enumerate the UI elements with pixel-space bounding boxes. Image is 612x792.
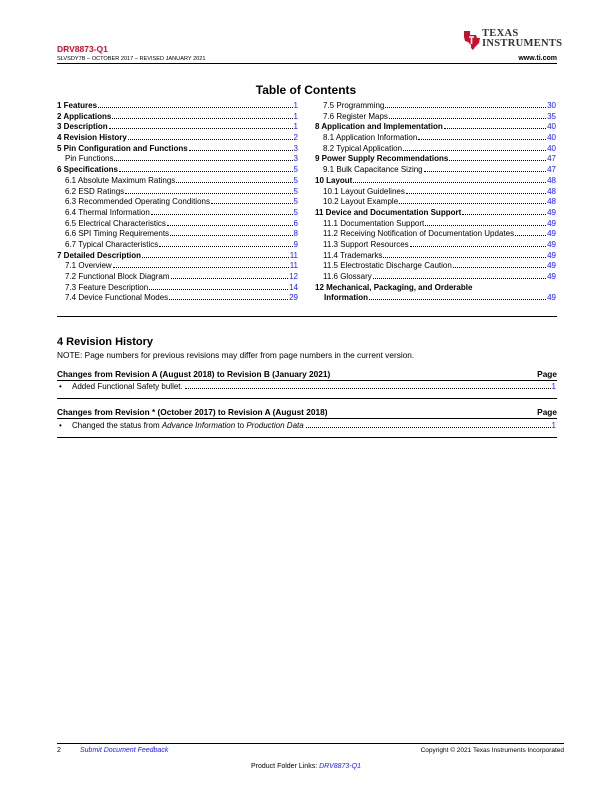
- leader-dots: [410, 246, 546, 247]
- toc-entry-label: Information: [324, 293, 368, 303]
- toc-entry-label: 6.7 Typical Characteristics: [65, 239, 159, 249]
- toc-entry[interactable]: [57, 229, 298, 240]
- website-url[interactable]: www.ti.com: [518, 55, 557, 62]
- toc-entry[interactable]: [315, 261, 556, 272]
- toc-entry-label: 11.5 Electrostatic Discharge Caution: [323, 261, 452, 271]
- toc-entry-label: 12 Mechanical, Packaging, and Orderable: [315, 282, 473, 292]
- toc-entry-page[interactable]: 40: [547, 133, 556, 143]
- leader-dots: [151, 214, 293, 215]
- toc-entry[interactable]: [57, 112, 298, 123]
- document-id[interactable]: DRV8873-Q1: [57, 44, 108, 54]
- toc-entry[interactable]: [57, 176, 298, 187]
- toc-entry-label: 7.5 Programming: [323, 101, 385, 110]
- leader-dots: [453, 267, 546, 268]
- toc-entry-label: 1 Features: [57, 101, 98, 110]
- leader-dots: [128, 139, 293, 140]
- page-column-label: Page: [537, 369, 557, 379]
- leader-dots: [353, 182, 546, 183]
- change-text-part: Changed the status from: [72, 421, 162, 430]
- header-divider: [57, 63, 557, 64]
- change-heading-text: Changes from Revision * (October 2017) to Revision A (August 2018): [57, 407, 328, 417]
- toc-entry-label: 7.2 Functional Block Diagram: [65, 272, 170, 281]
- toc-entry[interactable]: [315, 112, 556, 123]
- change-item: [57, 382, 556, 391]
- toc-entry[interactable]: [315, 219, 556, 230]
- leader-dots: [403, 150, 546, 151]
- leader-dots: [119, 171, 293, 172]
- change-heading: [57, 369, 557, 379]
- leader-dots: [185, 388, 551, 389]
- toc-entry-label: 9 Power Supply Recommendations: [315, 154, 449, 164]
- toc-entry-label: 6.4 Thermal Information: [65, 207, 150, 217]
- toc-entry[interactable]: [315, 133, 556, 144]
- toc-entry-page[interactable]: 5: [293, 207, 298, 217]
- toc-entry-label: 11.3 Support Resources: [323, 239, 409, 249]
- toc-entry[interactable]: [315, 154, 556, 165]
- toc-entry[interactable]: [57, 122, 298, 133]
- toc-entry-page[interactable]: 49: [547, 229, 556, 239]
- change-heading-text: Changes from Revision A (August 2018) to Revision B (January 2021): [57, 369, 331, 379]
- toc-entry[interactable]: [57, 133, 298, 144]
- page-column-label: Page: [537, 407, 557, 417]
- toc-entry-label: 3 Description: [57, 122, 108, 132]
- toc-entry-page[interactable]: 49: [547, 261, 556, 271]
- toc-entry-page[interactable]: 1: [293, 122, 298, 132]
- toc-entry[interactable]: [315, 229, 556, 240]
- product-folder-label: Product Folder Links:: [251, 763, 320, 770]
- toc-entry-page[interactable]: 8: [293, 229, 298, 239]
- toc-entry-page[interactable]: 48: [547, 197, 556, 207]
- toc-entry-page[interactable]: 5: [293, 197, 298, 207]
- toc-entry[interactable]: [57, 293, 298, 304]
- toc-entry-label: 7.6 Register Maps: [323, 111, 388, 121]
- leader-dots: [125, 193, 292, 194]
- leader-dots: [114, 160, 292, 161]
- toc-entry-label: 10 Layout: [315, 175, 353, 185]
- toc-entry-label: 8 Application and Implementation: [315, 122, 443, 132]
- toc-entry[interactable]: [315, 208, 556, 219]
- ti-state-icon: [462, 29, 481, 51]
- toc-entry[interactable]: [57, 272, 298, 283]
- change-text-part: to: [235, 421, 247, 430]
- toc-entry-label: 7 Detailed Description: [57, 250, 142, 260]
- toc-entry-label: 6.5 Electrical Characteristics: [65, 218, 166, 228]
- toc-entry[interactable]: [57, 101, 298, 112]
- change-text-emphasis: Production Data: [246, 421, 304, 430]
- toc-entry-page[interactable]: 1: [293, 101, 298, 110]
- toc-entry-page[interactable]: 11: [289, 261, 298, 271]
- toc-entry-page[interactable]: 49: [547, 293, 556, 303]
- toc-entry-page[interactable]: 47: [547, 165, 556, 175]
- copyright: Copyright © 2021 Texas Instruments Incorporated: [420, 747, 564, 754]
- toc-entry[interactable]: [57, 208, 298, 219]
- toc-entry[interactable]: [315, 101, 556, 112]
- leader-dots: [399, 203, 546, 204]
- leader-dots: [159, 246, 292, 247]
- toc-entry-page[interactable]: 5: [293, 165, 298, 175]
- toc-entry-page[interactable]: 49: [547, 239, 556, 249]
- toc-divider: [57, 316, 557, 317]
- toc-entry-label: 11.1 Documentation Support: [323, 218, 425, 228]
- leader-dots: [449, 160, 546, 161]
- revision-note: NOTE: Page numbers for previous revisions may differ from page numbers in the current version.: [57, 350, 415, 360]
- toc-entry-label: 6 Specifications: [57, 165, 118, 175]
- leader-dots: [369, 299, 546, 300]
- toc-entry-page[interactable]: 5: [293, 186, 298, 196]
- toc-entry-label: 2 Applications: [57, 111, 112, 121]
- toc-entry-label: 5 Pin Configuration and Functions: [57, 143, 188, 153]
- toc-entry[interactable]: [315, 165, 556, 176]
- toc-entry[interactable]: [315, 187, 556, 198]
- change-page-link[interactable]: 1: [551, 382, 556, 391]
- toc-entry[interactable]: [57, 144, 298, 155]
- toc-entry-page[interactable]: 49: [547, 272, 556, 281]
- toc-right-column: [315, 101, 556, 304]
- leader-dots: [109, 128, 293, 129]
- leader-dots: [406, 193, 546, 194]
- document-revision-line: SLVSDY7B – OCTOBER 2017 – REVISED JANUARY 2021: [57, 56, 206, 62]
- toc-entry[interactable]: [315, 176, 556, 187]
- change-block-divider: [57, 398, 557, 399]
- toc-entry-page[interactable]: 40: [547, 122, 556, 132]
- change-text-emphasis: Advance Information: [161, 421, 236, 430]
- toc-entry-label: 6.1 Absolute Maximum Ratings: [65, 175, 176, 185]
- leader-dots: [389, 118, 546, 119]
- leader-dots: [306, 427, 551, 428]
- toc-entry-page[interactable]: 2: [293, 133, 298, 143]
- toc-entry-page[interactable]: 35: [547, 111, 556, 121]
- leader-dots: [424, 171, 546, 172]
- leader-dots: [444, 128, 546, 129]
- toc-entry-page[interactable]: 11: [289, 250, 298, 260]
- toc-entry-page[interactable]: 6: [293, 218, 298, 228]
- toc-entry[interactable]: [315, 251, 556, 262]
- toc-entry[interactable]: [315, 197, 556, 208]
- bullet: •: [59, 421, 62, 430]
- toc-entry-label: 7.1 Overview: [65, 261, 112, 271]
- toc-entry-label: 11.2 Receiving Notification of Documentation Updates: [323, 229, 515, 239]
- change-heading-rule: [57, 418, 557, 419]
- leader-dots: [515, 235, 546, 236]
- leader-dots: [167, 225, 293, 226]
- change-text: Added Functional Safety bullet.: [72, 382, 183, 391]
- submit-feedback-link[interactable]: Submit Document Feedback: [80, 747, 169, 754]
- change-heading-rule: [57, 380, 557, 381]
- revision-history-heading: 4 Revision History: [57, 336, 153, 348]
- leader-dots: [113, 267, 289, 268]
- toc-entry[interactable]: [315, 240, 556, 251]
- product-folder-link[interactable]: DRV8873-Q1: [319, 763, 361, 770]
- toc-entry-page[interactable]: 49: [547, 218, 556, 228]
- toc-entry-label: 9.1 Bulk Capacitance Sizing: [323, 165, 423, 175]
- toc-entry-label: 4 Revision History: [57, 133, 127, 143]
- toc-entry-label: 8.1 Application Information: [323, 133, 418, 143]
- toc-entry[interactable]: [57, 165, 298, 176]
- toc-entry-label: 11.6 Glossary: [323, 272, 372, 281]
- toc-entry[interactable]: [315, 144, 556, 155]
- leader-dots: [149, 289, 288, 290]
- leader-dots: [418, 139, 546, 140]
- toc-entry-label: 7.3 Feature Description: [65, 282, 149, 292]
- toc-entry[interactable]: [57, 283, 298, 294]
- toc-entry-page[interactable]: 48: [547, 175, 556, 185]
- toc-entry[interactable]: [57, 154, 298, 165]
- toc-entry-label: 10.1 Layout Guidelines: [323, 186, 405, 196]
- product-folder-links: [0, 763, 612, 770]
- change-text: [72, 421, 304, 430]
- toc-entry-page[interactable]: 30: [547, 101, 556, 110]
- leader-dots: [462, 214, 546, 215]
- toc-entry-page[interactable]: 48: [547, 186, 556, 196]
- toc-entry[interactable]: [57, 187, 298, 198]
- toc-entry[interactable]: [57, 261, 298, 272]
- change-block-divider: [57, 437, 557, 438]
- toc-entry[interactable]: [57, 251, 298, 262]
- leader-dots: [98, 107, 293, 108]
- toc-entry-label: 6.6 SPI Timing Requirements: [65, 229, 170, 239]
- toc-entry-label: 11.4 Trademarks: [323, 250, 383, 260]
- toc-title: Table of Contents: [255, 83, 357, 97]
- leader-dots: [373, 278, 546, 279]
- leader-dots: [383, 257, 546, 258]
- toc-entry-page[interactable]: 3: [293, 143, 298, 153]
- ti-logo: [462, 29, 562, 53]
- toc-entry-page[interactable]: 40: [547, 143, 556, 153]
- leader-dots: [425, 225, 546, 226]
- leader-dots: [385, 107, 546, 108]
- toc-entry-label: 7.4 Device Functional Modes: [65, 293, 169, 303]
- toc-entry-page[interactable]: 49: [547, 250, 556, 260]
- leader-dots: [169, 299, 288, 300]
- leader-dots: [171, 278, 289, 279]
- toc-left-column: [57, 101, 298, 304]
- leader-dots: [211, 203, 293, 204]
- logo-line-2: INSTRUMENTS: [482, 38, 563, 49]
- toc-entry-page[interactable]: 3: [293, 154, 298, 164]
- toc-entry[interactable]: [315, 122, 556, 133]
- change-page-link[interactable]: 1: [551, 421, 556, 430]
- toc-entry-page[interactable]: 12: [289, 272, 298, 281]
- toc-entry[interactable]: [57, 240, 298, 251]
- toc-entry-page[interactable]: 29: [289, 293, 298, 303]
- toc-entry-page[interactable]: 14: [289, 282, 298, 292]
- toc-entry-label: 8.2 Typical Application: [323, 143, 403, 153]
- toc-entry-label: 11 Device and Documentation Support: [315, 207, 462, 217]
- leader-dots: [189, 150, 293, 151]
- leader-dots: [112, 118, 292, 119]
- leader-dots: [170, 235, 293, 236]
- leader-dots: [176, 182, 292, 183]
- logo-line-1: TEXAS: [482, 28, 519, 39]
- toc-entry-page[interactable]: 9: [293, 239, 298, 249]
- toc-entry-label: 6.3 Recommended Operating Conditions: [65, 197, 210, 207]
- bullet: •: [59, 382, 62, 391]
- toc-entry-page[interactable]: 47: [547, 154, 556, 164]
- change-item: [57, 421, 556, 430]
- toc-entry-label: 10.2 Layout Example: [323, 197, 399, 207]
- toc-entry[interactable]: [57, 197, 298, 208]
- change-heading: [57, 407, 557, 417]
- toc-entry[interactable]: [57, 219, 298, 230]
- toc-entry-continued[interactable]: [315, 293, 556, 304]
- toc-entry-page[interactable]: 5: [293, 175, 298, 185]
- toc-entry-page[interactable]: 49: [547, 207, 556, 217]
- page-number: 2: [57, 747, 61, 754]
- leader-dots: [142, 257, 289, 258]
- toc-entry[interactable]: [315, 272, 556, 283]
- toc-entry-label: 6.2 ESD Ratings: [65, 186, 125, 196]
- toc-entry-label: Pin Functions: [65, 154, 114, 164]
- toc-entry-page[interactable]: 1: [293, 111, 298, 121]
- footer-divider: [57, 743, 564, 744]
- toc-entry[interactable]: [315, 283, 556, 294]
